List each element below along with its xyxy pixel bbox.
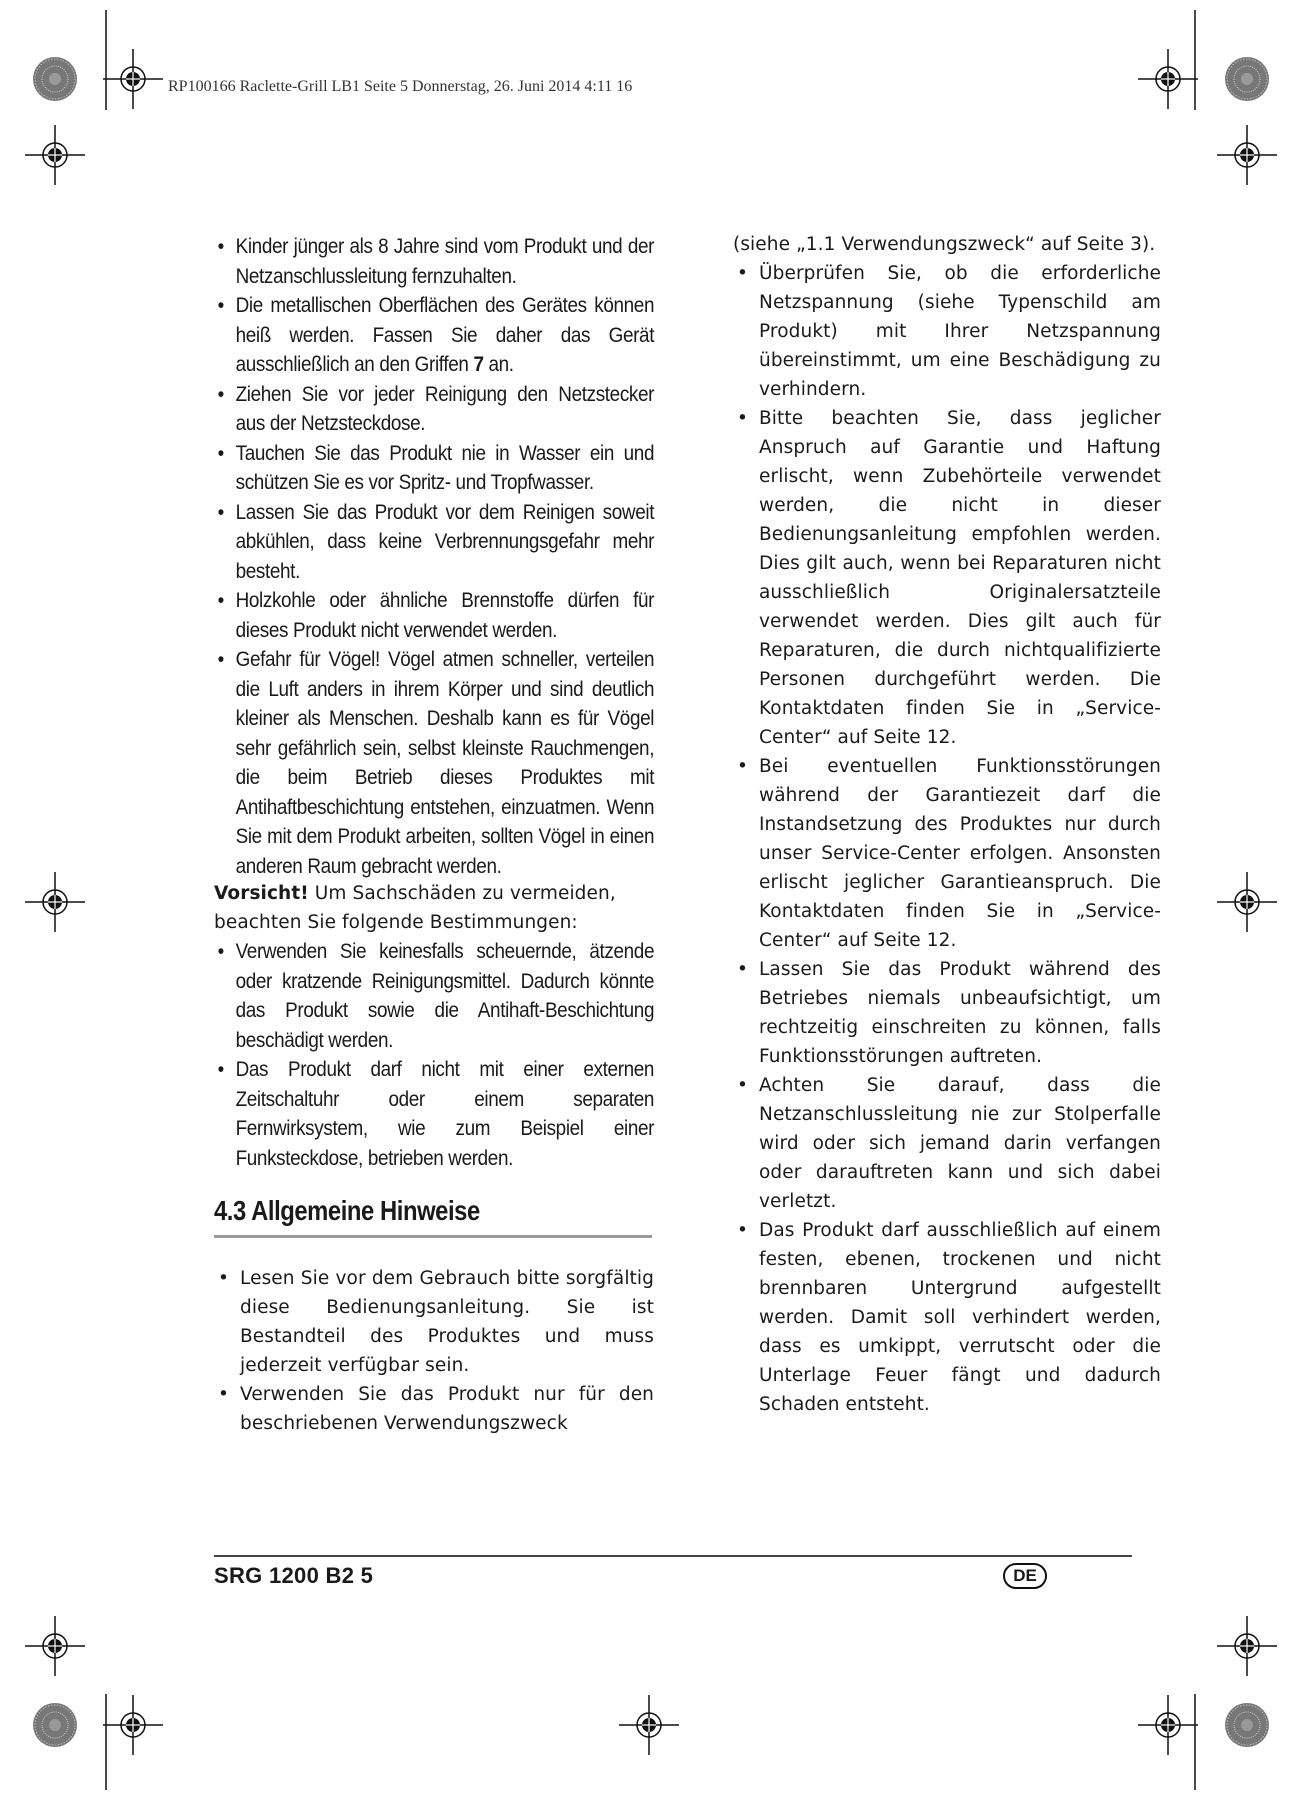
color-wheel-icon: [1225, 57, 1269, 101]
list-item: • Holzkohle oder ähnliche Brennstoffe dürfen für dieses Produkt nicht verwendet werden.: [214, 586, 654, 645]
list-item: • Lassen Sie das Produkt während des Betriebes niemals unbeaufsichtigt, um rechtzeitig einschreiten zu können, falls Funktionsstörungen auftreten.: [733, 955, 1161, 1071]
color-wheel-icon: [33, 57, 77, 101]
section-heading: 4.3 Allgemeine Hinweise: [214, 1195, 652, 1238]
registration-mark-icon: [1217, 125, 1277, 185]
print-header: RP100166 Raclette-Grill LB1 Seite 5 Donnerstag, 26. Juni 2014 4:11 16: [168, 78, 633, 95]
part-number: 7: [473, 353, 484, 376]
general-notes: [214, 1264, 654, 1438]
registration-mark-icon: [25, 125, 85, 185]
list-item: • Achten Sie darauf, dass die Netzanschlussleitung nie zur Stolperfalle wird oder sich jemand darin verfangen oder darauftreten kann und sich dabei verletzt.: [733, 1071, 1161, 1216]
list-item: • Die metallischen Oberflächen des Gerätes können heiß werden. Fassen Sie daher das Gerät ausschließlich an den Griffen 7 an.: [214, 291, 654, 380]
list-item: • Gefahr für Vögel! Vögel atmen schneller, verteilen die Luft anders in ihrem Körper und sind deutlich kleiner als Menschen. Deshalb kann es für Vögel sehr gefährlich sein, selbst kleinste Rauchmengen, die beim Betrieb dieses Produktes mit Antihaftbeschichtung entstehen, einzuatmen. Wenn Sie mit dem Produkt arbeiten, sollten Vögel in einen anderen Raum gebracht werden.: [214, 645, 654, 881]
registration-mark-icon: [103, 1695, 163, 1755]
caution-bullet-list: [214, 937, 654, 1173]
list-item: • Bitte beachten Sie, dass jeglicher Anspruch auf Garantie und Haftung erlischt, wenn Zubehörteile verwendet werden, die nicht in dieser Bedienungsanleitung empfohlen werden. Dies gilt auch, wenn bei Reparaturen nicht ausschließlich Originalersatzteile verwendet werden. Dies gilt auch für Reparaturen, die durch nichtqualifizierte Personen durchgeführt werden. Die Kontaktdaten finden Sie in „Service-Center“ auf Seite 12.: [733, 404, 1161, 752]
footer-divider: [214, 1555, 1132, 1557]
registration-mark-icon: [1217, 872, 1277, 932]
registration-mark-icon: [1138, 49, 1198, 109]
registration-mark-icon: [619, 1695, 679, 1755]
list-item: • Tauchen Sie das Produkt nie in Wasser ein und schützen Sie es vor Spritz- und Tropfwasser.: [214, 439, 654, 498]
caution-paragraph: Vorsicht! Um Sachschäden zu vermeiden, beachten Sie folgende Bestimmungen:: [214, 883, 616, 933]
general-bullet-list: [214, 1264, 654, 1438]
list-item: • Das Produkt darf ausschließlich auf einem festen, ebenen, trockenen und nicht brennbaren Untergrund aufgestellt werden. Damit soll verhindert werden, dass es umkippt, verrutscht oder die Unterlage Feuer fängt und dadurch Schaden entsteht.: [733, 1216, 1161, 1419]
list-item: • Lesen Sie vor dem Gebrauch bitte sorgfältig diese Bedienungsanleitung. Sie ist Bestandteil des Produktes und muss jederzeit verfügbar sein.: [214, 1264, 654, 1380]
left-column: [214, 232, 654, 1438]
right-column: [733, 230, 1161, 1419]
list-item: • Verwenden Sie keinesfalls scheuernde, ätzende oder kratzende Reinigungsmittel. Dadurch könnte das Produkt sowie die Antihaft-Beschichtung beschädigt werden.: [214, 937, 654, 1055]
general-bullet-list-continued: [733, 259, 1161, 1419]
list-item: • Kinder jünger als 8 Jahre sind vom Produkt und der Netzanschlussleitung fernzuhalten.: [214, 232, 654, 291]
registration-mark-icon: [1217, 1616, 1277, 1676]
list-item: • Das Produkt darf nicht mit einer externen Zeitschaltuhr oder einem separaten Fernwirksystem, wie zum Beispiel einer Funksteckdose, betrieben werden.: [214, 1055, 654, 1173]
list-item: • Überprüfen Sie, ob die erforderliche Netzspannung (siehe Typenschild am Produkt) mit Ihrer Netzspannung übereinstimmt, um eine Beschädigung zu verhindern.: [733, 259, 1161, 404]
registration-mark-icon: [25, 872, 85, 932]
registration-mark-icon: [103, 49, 163, 109]
registration-mark-icon: [1138, 1695, 1198, 1755]
caution-label: Vorsicht!: [214, 883, 309, 904]
safety-bullet-list: [214, 232, 654, 881]
safety-notes-condensed: [214, 232, 654, 881]
list-item: • Bei eventuellen Funktionsstörungen während der Garantiezeit darf die Instandsetzung des Produktes nur durch unser Service-Center erfolgen. Ansonsten erlischt jeglicher Garantieanspruch. Die Kontaktdaten finden Sie in „Service-Center“ auf Seite 12.: [733, 752, 1161, 955]
color-wheel-icon: [33, 1703, 77, 1747]
caution-notes-condensed: [214, 937, 654, 1173]
list-item: • Verwenden Sie das Produkt nur für den beschriebenen Verwendungszweck: [214, 1380, 654, 1438]
language-badge: DE: [1003, 1563, 1047, 1589]
color-wheel-icon: [1225, 1703, 1269, 1747]
continuation-text: (siehe „1.1 Verwendungszweck“ auf Seite 3).: [733, 234, 1156, 255]
footer-model-page: SRG 1200 B2 5: [214, 1563, 374, 1588]
list-item: • Ziehen Sie vor jeder Reinigung den Netzstecker aus der Netzsteckdose.: [214, 380, 654, 439]
list-item: • Lassen Sie das Produkt vor dem Reinigen soweit abkühlen, dass keine Verbrennungsgefahr mehr besteht.: [214, 498, 654, 587]
registration-mark-icon: [25, 1616, 85, 1676]
